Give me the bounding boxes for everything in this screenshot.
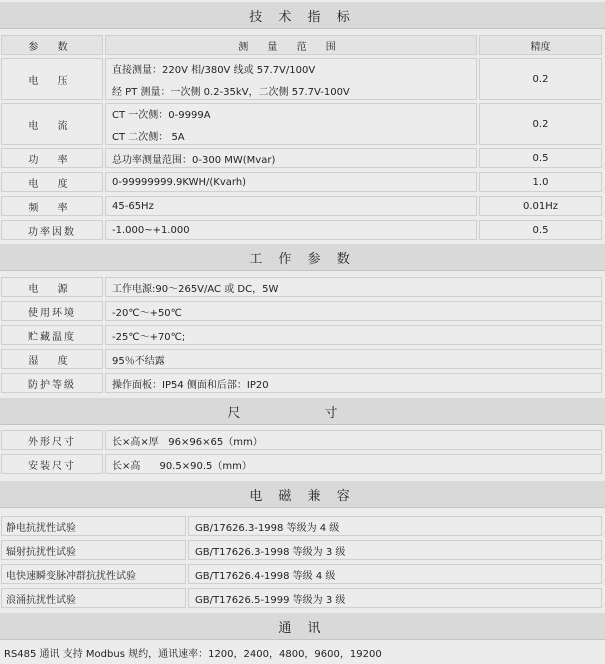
row-label: 电 流: [1, 103, 103, 145]
tech-row-current: [0, 102, 605, 146]
row-label: 电 度: [1, 172, 103, 192]
emc-row: [0, 563, 605, 585]
row-value: GB/T17626.5-1999 等级为 3 级: [188, 588, 602, 608]
range-line: CT 一次侧：0-9999A: [112, 109, 211, 121]
row-label: 辐射抗扰性试验: [1, 540, 186, 560]
tech-row-energy: [0, 171, 605, 193]
header-param: 参 数: [1, 35, 103, 55]
row-range: [105, 58, 477, 100]
row-label: 湿 度: [1, 349, 103, 369]
row-accuracy: 0.2: [479, 103, 602, 145]
row-value: 工作电源:90～265V/AC 或 DC，5W: [105, 277, 602, 297]
section-title-comm: 通 讯: [0, 613, 605, 640]
size-row: [0, 429, 605, 451]
header-range: 测 量 范 围: [105, 35, 477, 55]
row-label: 防护等级: [1, 373, 103, 393]
row-label: 功率因数: [1, 220, 103, 240]
row-label: 电 源: [1, 277, 103, 297]
tech-row-frequency: [0, 195, 605, 217]
row-accuracy: 1.0: [479, 172, 602, 192]
row-label: 频 率: [1, 196, 103, 216]
row-accuracy: 0.01Hz: [479, 196, 602, 216]
row-label: 使用环境: [1, 301, 103, 321]
row-label: 电 压: [1, 58, 103, 100]
row-range: -1.000~+1.000: [105, 220, 477, 240]
row-range: 45-65Hz: [105, 196, 477, 216]
row-value: 长×高×厚 96×96×65（mm）: [105, 430, 602, 450]
section-title-emc: 电 磁 兼 容: [0, 481, 605, 508]
work-row: [0, 276, 605, 298]
row-label: 贮藏温度: [1, 325, 103, 345]
range-line: 直接测量：220V 相/380V 线或 57.7V/100V: [112, 64, 316, 76]
row-label: 外形尺寸: [1, 430, 103, 450]
row-label: 电快速瞬变脉冲群抗扰性试验: [1, 564, 186, 584]
row-value: -20℃～+50℃: [105, 301, 602, 321]
row-label: 安装尺寸: [1, 454, 103, 474]
header-accuracy: 精度: [479, 35, 602, 55]
row-accuracy: 0.5: [479, 220, 602, 240]
row-range: 总功率测量范围：0-300 MW(Mvar): [105, 148, 477, 168]
row-label: 浪涌抗扰性试验: [1, 588, 186, 608]
section-title-work: 工 作 参 数: [0, 244, 605, 271]
tech-header-row: [0, 34, 605, 56]
row-value: 操作面板：IP54 侧面和后部：IP20: [105, 373, 602, 393]
comm-text: RS485 通讯 支持 Modbus 规约，通讯速率：1200，2400，4800，9600，19200: [4, 648, 382, 660]
work-row: [0, 300, 605, 322]
work-row: [0, 348, 605, 370]
emc-row: [0, 515, 605, 537]
row-value: GB/T17626.3-1998 等级为 3 级: [188, 540, 602, 560]
range-line: 经 PT 测量：一次侧 0.2-35kV，二次侧 57.7V-100V: [112, 86, 350, 98]
emc-row: [0, 539, 605, 561]
row-accuracy: 0.5: [479, 148, 602, 168]
row-label: 静电抗扰性试验: [1, 516, 186, 536]
row-range: 0-99999999.9KWH/(Kvarh): [105, 172, 477, 192]
section-title-size: 尺 寸: [0, 398, 605, 425]
tech-row-power-factor: [0, 219, 605, 241]
row-value: GB/T17626.4-1998 等级 4 级: [188, 564, 602, 584]
range-line: CT 二次侧： 5A: [112, 131, 185, 143]
work-row: [0, 324, 605, 346]
size-row: [0, 453, 605, 475]
emc-row: [0, 587, 605, 609]
row-value: 95％不结露: [105, 349, 602, 369]
row-label: 功 率: [1, 148, 103, 168]
row-range: [105, 103, 477, 145]
work-row: [0, 372, 605, 394]
row-value: GB/17626.3-1998 等级为 4 级: [188, 516, 602, 536]
tech-row-voltage: [0, 57, 605, 101]
tech-row-power: [0, 147, 605, 169]
row-value: 长×高 90.5×90.5（mm）: [105, 454, 602, 474]
row-value: -25℃～+70℃;: [105, 325, 602, 345]
row-accuracy: 0.2: [479, 58, 602, 100]
section-title-tech: 技 术 指 标: [0, 2, 605, 29]
